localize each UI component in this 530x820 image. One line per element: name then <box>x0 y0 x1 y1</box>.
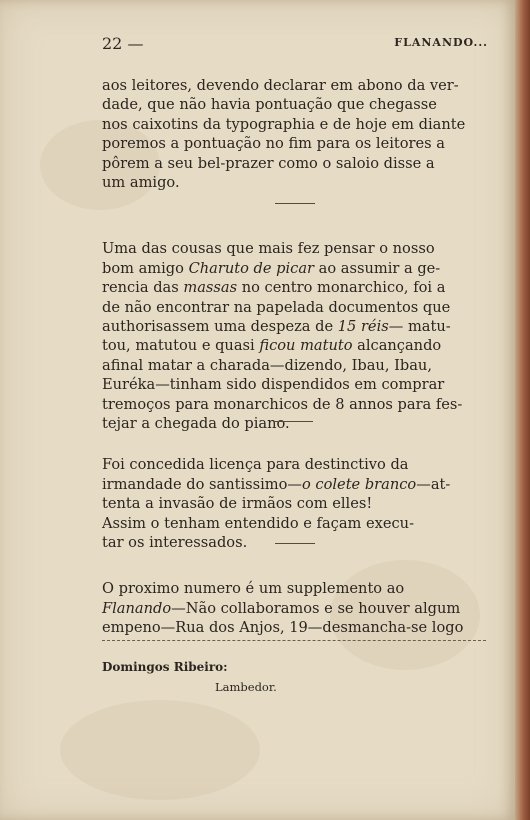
page-header <box>102 34 488 54</box>
text-segment: — matu- tou, matutou e quasi <box>102 318 451 355</box>
book-spine-edge <box>515 0 530 820</box>
section-divider <box>275 543 315 544</box>
paragraph-4 <box>102 560 488 638</box>
italic-segment: o colete branco <box>302 475 417 493</box>
text-segment: —at- tenta a invasão de irmãos com elles! Assim o tenham entendido e façam execu- tar os interessados. <box>102 475 451 552</box>
italic-segment: Flanando <box>102 599 172 617</box>
signature-role: Lambedor. <box>215 680 277 694</box>
closing-rule <box>102 640 486 641</box>
text-segment: alcançando afinal matar a charada—dizendo, Ibau, Ibau, Euréka—tinham sido dispendidos em comprar tremoços para monarchicos de 8 annos para fes- tejar a chegada do piano. <box>102 337 463 433</box>
text-segment: Uma das cousas que mais fez pensar o nosso bom amigo <box>102 240 435 277</box>
text-segment: —Não collaboramos e se houver algum empeno—Rua dos Anjos, 19—desmancha-se logo <box>102 599 464 637</box>
page-number: 22 — <box>102 34 144 53</box>
italic-segment: ficou matuto <box>259 337 353 355</box>
section-divider <box>275 203 315 204</box>
paragraph-2 <box>102 220 488 433</box>
paragraph-3 <box>102 436 488 552</box>
italic-segment: massas <box>183 279 238 297</box>
signature-name: Domingos Ribeiro: <box>102 660 228 674</box>
paragraph-1: aos leitores, devendo declarar em abono da ver- dade, que não havia pontuação que chegasse nos caixotins da typographia e de hoje em diante poremos a pontuação no fim para os leitores a pôrem a seu bel-prazer como o saloio disse a um amigo. <box>102 77 466 192</box>
text-segment: ao assumir a ge- rencia das <box>102 259 441 297</box>
italic-segment: 15 réis <box>337 318 389 336</box>
italic-segment: Charuto de picar <box>188 259 315 277</box>
running-title: FLANANDO... <box>394 36 488 49</box>
text-segment: Foi concedida licença para destinctivo da irmandade do santissimo— <box>102 456 409 493</box>
text-segment: O proximo numero é um supplemento ao <box>102 580 405 598</box>
section-divider <box>273 421 313 422</box>
text-segment: no centro monarchico, foi a de não encontrar na papelada documentos que authorisassem uma despeza de <box>102 279 451 336</box>
